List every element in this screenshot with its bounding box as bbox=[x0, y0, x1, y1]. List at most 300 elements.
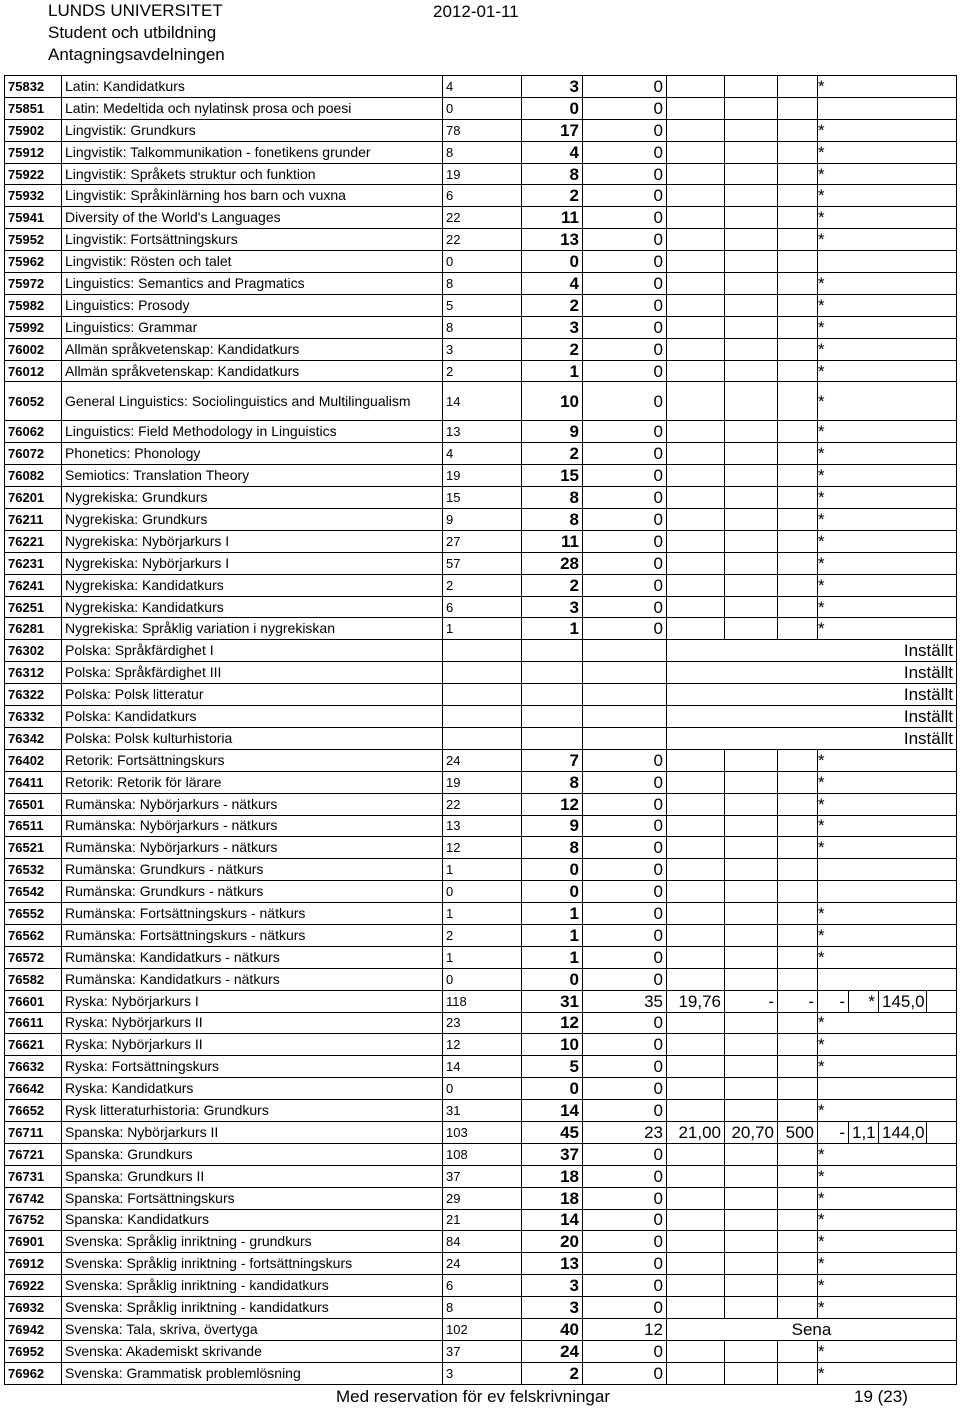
course-code: 76511 bbox=[5, 815, 62, 837]
score-bii bbox=[725, 552, 778, 574]
course-code: 76211 bbox=[5, 509, 62, 531]
admissions-table-body bbox=[5, 76, 957, 1385]
status-mark: * bbox=[818, 76, 957, 98]
score-bi bbox=[667, 1078, 725, 1100]
course-name: Lingvistik: Talkommunikation - fonetikens grunder bbox=[62, 141, 443, 163]
score-bi bbox=[667, 360, 725, 382]
reserve-count: 0 bbox=[583, 76, 667, 98]
score-bii bbox=[725, 163, 778, 185]
score-bii bbox=[725, 76, 778, 98]
score-bii bbox=[725, 1297, 778, 1319]
score-hp bbox=[778, 273, 818, 295]
score-bii bbox=[725, 338, 778, 360]
table-row bbox=[5, 662, 957, 684]
course-name: Spanska: Fortsättningskurs bbox=[62, 1187, 443, 1209]
admitted-count: 18 bbox=[522, 1165, 583, 1187]
table-row bbox=[5, 640, 957, 662]
reserve-count: 0 bbox=[583, 1297, 667, 1319]
applicants-count: 5 bbox=[443, 294, 522, 316]
applicants-count: 2 bbox=[443, 574, 522, 596]
admitted-count: 12 bbox=[522, 1012, 583, 1034]
score-bi bbox=[667, 1253, 725, 1275]
score-bi bbox=[667, 1362, 725, 1384]
table-row bbox=[5, 618, 957, 640]
score-bii bbox=[725, 1056, 778, 1078]
admitted-count: 2 bbox=[522, 185, 583, 207]
table-row bbox=[5, 1165, 957, 1187]
course-name: Lingvistik: Språkinlärning hos barn och vuxna bbox=[62, 185, 443, 207]
table-row bbox=[5, 530, 957, 552]
status-mark bbox=[818, 859, 957, 881]
admitted-count: 9 bbox=[522, 815, 583, 837]
course-name: Polska: Språkfärdighet I bbox=[62, 640, 443, 662]
score-hp bbox=[778, 465, 818, 487]
course-name: Spanska: Kandidatkurs bbox=[62, 1209, 443, 1231]
course-code: 76312 bbox=[5, 662, 62, 684]
admitted-count: 11 bbox=[522, 207, 583, 229]
score-bi bbox=[667, 749, 725, 771]
table-row bbox=[5, 990, 957, 1012]
course-status-note: Sena bbox=[667, 1318, 957, 1340]
score-bi bbox=[667, 119, 725, 141]
score-bii bbox=[725, 229, 778, 251]
applicants-count: 12 bbox=[443, 837, 522, 859]
footer-disclaimer: Med reservation för ev felskrivningar bbox=[336, 1387, 611, 1406]
score-hp bbox=[778, 141, 818, 163]
score-bii bbox=[725, 119, 778, 141]
score-hp bbox=[778, 859, 818, 881]
admitted-count: 3 bbox=[522, 1297, 583, 1319]
status-mark: * bbox=[818, 946, 957, 968]
course-code: 76942 bbox=[5, 1318, 62, 1340]
course-code: 76642 bbox=[5, 1078, 62, 1100]
status-mark: * bbox=[818, 1340, 957, 1362]
course-name: Rumänska: Nybörjarkurs - nätkurs bbox=[62, 815, 443, 837]
status-mark: * bbox=[818, 903, 957, 925]
reserve-count: 0 bbox=[583, 1034, 667, 1056]
score-bii bbox=[725, 1143, 778, 1165]
table-row bbox=[5, 1275, 957, 1297]
score-hp bbox=[778, 229, 818, 251]
course-name: Linguistics: Grammar bbox=[62, 316, 443, 338]
admissions-table bbox=[4, 75, 957, 1385]
score-bii bbox=[725, 487, 778, 509]
course-code: 75851 bbox=[5, 97, 62, 119]
applicants-count: 2 bbox=[443, 360, 522, 382]
course-code: 75982 bbox=[5, 294, 62, 316]
reserve-count: 0 bbox=[583, 815, 667, 837]
applicants-count: 22 bbox=[443, 793, 522, 815]
score-bii bbox=[725, 837, 778, 859]
admitted-count: 0 bbox=[522, 1078, 583, 1100]
status-mark: * bbox=[818, 837, 957, 859]
course-name: Spanska: Grundkurs II bbox=[62, 1165, 443, 1187]
applicants-count: 1 bbox=[443, 903, 522, 925]
score-bi bbox=[667, 596, 725, 618]
status-empty bbox=[927, 990, 957, 1012]
course-code: 76652 bbox=[5, 1100, 62, 1122]
course-code: 76302 bbox=[5, 640, 62, 662]
admitted-count: 0 bbox=[522, 968, 583, 990]
reserve-count: 0 bbox=[583, 465, 667, 487]
table-row bbox=[5, 119, 957, 141]
score-bi bbox=[667, 509, 725, 531]
table-row bbox=[5, 771, 957, 793]
score-bi bbox=[667, 946, 725, 968]
score-hp bbox=[778, 749, 818, 771]
course-name: Rumänska: Fortsättningskurs - nätkurs bbox=[62, 924, 443, 946]
applicants-count: 103 bbox=[443, 1121, 522, 1143]
course-name: Latin: Medeltida och nylatinsk prosa och poesi bbox=[62, 97, 443, 119]
course-code: 76322 bbox=[5, 684, 62, 706]
table-row bbox=[5, 1187, 957, 1209]
score-bii bbox=[725, 859, 778, 881]
course-code: 76342 bbox=[5, 727, 62, 749]
course-status-note: Inställt bbox=[667, 727, 957, 749]
admitted-count: 9 bbox=[522, 421, 583, 443]
course-name: Nygrekiska: Grundkurs bbox=[62, 509, 443, 531]
course-name: Svenska: Grammatisk problemlösning bbox=[62, 1362, 443, 1384]
score-hp bbox=[778, 793, 818, 815]
score-hp bbox=[778, 509, 818, 531]
course-name: Ryska: Nybörjarkurs II bbox=[62, 1012, 443, 1034]
applicants-count: 8 bbox=[443, 273, 522, 295]
course-name: Retorik: Retorik för lärare bbox=[62, 771, 443, 793]
score-hp bbox=[778, 1100, 818, 1122]
course-name: Nygrekiska: Nybörjarkurs I bbox=[62, 530, 443, 552]
course-code: 75992 bbox=[5, 316, 62, 338]
applicants-count: 102 bbox=[443, 1318, 522, 1340]
reserve-count: 0 bbox=[583, 793, 667, 815]
reserve-count: 0 bbox=[583, 596, 667, 618]
course-name: Lingvistik: Fortsättningskurs bbox=[62, 229, 443, 251]
reserve-count: 0 bbox=[583, 1012, 667, 1034]
course-code: 76742 bbox=[5, 1187, 62, 1209]
score-bi bbox=[667, 185, 725, 207]
applicants-count: 27 bbox=[443, 530, 522, 552]
score-hp bbox=[778, 443, 818, 465]
table-row bbox=[5, 1340, 957, 1362]
page-header bbox=[48, 0, 225, 66]
status-mark: * bbox=[818, 1253, 957, 1275]
reserve-count: 0 bbox=[583, 1100, 667, 1122]
course-code: 76901 bbox=[5, 1231, 62, 1253]
table-row bbox=[5, 859, 957, 881]
course-code: 75932 bbox=[5, 185, 62, 207]
course-code: 76501 bbox=[5, 793, 62, 815]
score-bi bbox=[667, 76, 725, 98]
footer-page-number: 19 (23) bbox=[854, 1387, 908, 1406]
score-bii bbox=[725, 815, 778, 837]
status-mark bbox=[818, 1078, 957, 1100]
admitted-count: 17 bbox=[522, 119, 583, 141]
course-code: 76952 bbox=[5, 1340, 62, 1362]
course-name: Rumänska: Nybörjarkurs - nätkurs bbox=[62, 793, 443, 815]
admitted-count: 14 bbox=[522, 1209, 583, 1231]
reserve-count: 0 bbox=[583, 1340, 667, 1362]
score-bii bbox=[725, 443, 778, 465]
applicants-count: 13 bbox=[443, 421, 522, 443]
reserve-count: 0 bbox=[583, 338, 667, 360]
score-bii bbox=[725, 903, 778, 925]
score-bi bbox=[667, 618, 725, 640]
status-mark: * bbox=[818, 1275, 957, 1297]
score-bii bbox=[725, 1209, 778, 1231]
status-mark bbox=[818, 251, 957, 273]
score-bii bbox=[725, 771, 778, 793]
score-hp bbox=[778, 771, 818, 793]
score-bii bbox=[725, 574, 778, 596]
score-bi bbox=[667, 251, 725, 273]
score-hp bbox=[778, 1253, 818, 1275]
admitted-count bbox=[522, 684, 583, 706]
course-name: Retorik: Fortsättningskurs bbox=[62, 749, 443, 771]
applicants-count: 84 bbox=[443, 1231, 522, 1253]
score-hp bbox=[778, 1275, 818, 1297]
applicants-count: 13 bbox=[443, 815, 522, 837]
table-row bbox=[5, 706, 957, 728]
admitted-count bbox=[522, 706, 583, 728]
table-row bbox=[5, 749, 957, 771]
reserve-count: 0 bbox=[583, 618, 667, 640]
admitted-count: 4 bbox=[522, 273, 583, 295]
reserve-count bbox=[583, 684, 667, 706]
table-row bbox=[5, 273, 957, 295]
course-code: 76922 bbox=[5, 1275, 62, 1297]
applicants-count: 6 bbox=[443, 185, 522, 207]
course-status-note: Inställt bbox=[667, 640, 957, 662]
table-row bbox=[5, 596, 957, 618]
course-code: 76411 bbox=[5, 771, 62, 793]
score-bii bbox=[725, 946, 778, 968]
admitted-count: 12 bbox=[522, 793, 583, 815]
applicants-count: 57 bbox=[443, 552, 522, 574]
score-hp bbox=[778, 618, 818, 640]
applicants-count bbox=[443, 684, 522, 706]
score-hp bbox=[778, 881, 818, 903]
applicants-count: 6 bbox=[443, 596, 522, 618]
applicants-count: 37 bbox=[443, 1165, 522, 1187]
course-name: Svenska: Språklig inriktning - kandidatkurs bbox=[62, 1275, 443, 1297]
applicants-count: 3 bbox=[443, 338, 522, 360]
score-hp bbox=[778, 360, 818, 382]
score-bii bbox=[725, 1187, 778, 1209]
applicants-count: 0 bbox=[443, 881, 522, 903]
admitted-count: 1 bbox=[522, 360, 583, 382]
score-bii bbox=[725, 273, 778, 295]
course-code: 76241 bbox=[5, 574, 62, 596]
table-row bbox=[5, 1253, 957, 1275]
table-row bbox=[5, 141, 957, 163]
admitted-count: 40 bbox=[522, 1318, 583, 1340]
reserve-count: 0 bbox=[583, 382, 667, 421]
status-mark: * bbox=[818, 1143, 957, 1165]
course-code: 75962 bbox=[5, 251, 62, 273]
admitted-count: 8 bbox=[522, 509, 583, 531]
course-name: Rumänska: Fortsättningskurs - nätkurs bbox=[62, 903, 443, 925]
score-hp bbox=[778, 1034, 818, 1056]
reserve-count: 0 bbox=[583, 1362, 667, 1384]
reserve-count: 0 bbox=[583, 859, 667, 881]
score-bii bbox=[725, 1012, 778, 1034]
table-row bbox=[5, 924, 957, 946]
score-bi bbox=[667, 1209, 725, 1231]
status-mark: * bbox=[818, 509, 957, 531]
score-bii bbox=[725, 530, 778, 552]
applicants-count bbox=[443, 727, 522, 749]
admitted-count: 45 bbox=[522, 1121, 583, 1143]
admitted-count bbox=[522, 640, 583, 662]
reserve-count: 0 bbox=[583, 924, 667, 946]
admitted-count: 2 bbox=[522, 443, 583, 465]
applicants-count: 8 bbox=[443, 316, 522, 338]
applicants-count: 9 bbox=[443, 509, 522, 531]
score-bii bbox=[725, 1165, 778, 1187]
reserve-count: 0 bbox=[583, 229, 667, 251]
score-bi bbox=[667, 1187, 725, 1209]
admitted-count: 8 bbox=[522, 163, 583, 185]
course-code: 76332 bbox=[5, 706, 62, 728]
reserve-count: 0 bbox=[583, 837, 667, 859]
status-mark bbox=[818, 97, 957, 119]
score-bii bbox=[725, 881, 778, 903]
score-bii bbox=[725, 207, 778, 229]
score-bii bbox=[725, 1340, 778, 1362]
table-row bbox=[5, 837, 957, 859]
admitted-count: 1 bbox=[522, 618, 583, 640]
score-bi bbox=[667, 338, 725, 360]
course-code: 75952 bbox=[5, 229, 62, 251]
status-mark: * bbox=[818, 574, 957, 596]
table-row bbox=[5, 1143, 957, 1165]
course-code: 76562 bbox=[5, 924, 62, 946]
admitted-count: 28 bbox=[522, 552, 583, 574]
course-code: 76402 bbox=[5, 749, 62, 771]
score-bi bbox=[667, 1231, 725, 1253]
applicants-count: 108 bbox=[443, 1143, 522, 1165]
course-status-note: Inställt bbox=[667, 684, 957, 706]
score-bi bbox=[667, 530, 725, 552]
course-name: Nygrekiska: Kandidatkurs bbox=[62, 574, 443, 596]
applicants-count: 2 bbox=[443, 924, 522, 946]
applicants-count: 24 bbox=[443, 749, 522, 771]
reserve-count: 0 bbox=[583, 946, 667, 968]
reserve-count: 0 bbox=[583, 530, 667, 552]
table-row bbox=[5, 185, 957, 207]
applicants-count: 4 bbox=[443, 443, 522, 465]
status-mark bbox=[818, 881, 957, 903]
score-bii: 20,70 bbox=[725, 1121, 778, 1143]
admitted-count: 8 bbox=[522, 771, 583, 793]
course-code: 75832 bbox=[5, 76, 62, 98]
course-name: Lingvistik: Språkets struktur och funktion bbox=[62, 163, 443, 185]
admitted-count: 1 bbox=[522, 946, 583, 968]
reserve-count: 0 bbox=[583, 903, 667, 925]
course-name: Rumänska: Grundkurs - nätkurs bbox=[62, 881, 443, 903]
status-mark: * bbox=[818, 273, 957, 295]
status-mark: * bbox=[818, 1209, 957, 1231]
applicants-count: 19 bbox=[443, 771, 522, 793]
reserve-count: 0 bbox=[583, 1165, 667, 1187]
status-mark bbox=[818, 968, 957, 990]
score-hp bbox=[778, 1056, 818, 1078]
score-hp bbox=[778, 1012, 818, 1034]
table-row bbox=[5, 97, 957, 119]
score-bi bbox=[667, 1297, 725, 1319]
course-name: Rysk litteraturhistoria: Grundkurs bbox=[62, 1100, 443, 1122]
admitted-count: 13 bbox=[522, 1253, 583, 1275]
score-bii bbox=[725, 141, 778, 163]
course-status-note: Inställt bbox=[667, 706, 957, 728]
reserve-count: 0 bbox=[583, 97, 667, 119]
applicants-count: 23 bbox=[443, 1012, 522, 1034]
admitted-count: 0 bbox=[522, 859, 583, 881]
admitted-count: 8 bbox=[522, 837, 583, 859]
reserve-count bbox=[583, 662, 667, 684]
course-code: 76582 bbox=[5, 968, 62, 990]
course-name: Allmän språkvetenskap: Kandidatkurs bbox=[62, 338, 443, 360]
course-code: 76012 bbox=[5, 360, 62, 382]
table-row bbox=[5, 487, 957, 509]
score-bi bbox=[667, 793, 725, 815]
score-bii bbox=[725, 1100, 778, 1122]
score-bi bbox=[667, 294, 725, 316]
score-hp bbox=[778, 596, 818, 618]
applicants-count: 0 bbox=[443, 251, 522, 273]
score-hp bbox=[778, 316, 818, 338]
course-code: 76611 bbox=[5, 1012, 62, 1034]
reserve-count: 0 bbox=[583, 316, 667, 338]
score-bi bbox=[667, 1143, 725, 1165]
status-empty bbox=[927, 1121, 957, 1143]
score-bi bbox=[667, 1100, 725, 1122]
admitted-count: 2 bbox=[522, 574, 583, 596]
reserve-count: 0 bbox=[583, 1275, 667, 1297]
table-row bbox=[5, 1209, 957, 1231]
table-row bbox=[5, 338, 957, 360]
table-row bbox=[5, 1297, 957, 1319]
applicants-count: 31 bbox=[443, 1100, 522, 1122]
admitted-count: 3 bbox=[522, 1275, 583, 1297]
score-bii bbox=[725, 1362, 778, 1384]
course-name: Ryska: Kandidatkurs bbox=[62, 1078, 443, 1100]
status-mark: * bbox=[818, 1231, 957, 1253]
score-bi bbox=[667, 924, 725, 946]
table-row bbox=[5, 815, 957, 837]
score-bii bbox=[725, 509, 778, 531]
admitted-count: 8 bbox=[522, 487, 583, 509]
score-hp bbox=[778, 924, 818, 946]
table-row bbox=[5, 421, 957, 443]
course-name: Lingvistik: Rösten och talet bbox=[62, 251, 443, 273]
admitted-count: 2 bbox=[522, 294, 583, 316]
status-mark: * bbox=[818, 793, 957, 815]
status-mark: * bbox=[818, 487, 957, 509]
score-bi bbox=[667, 552, 725, 574]
reserve-count: 0 bbox=[583, 509, 667, 531]
applicants-count: 0 bbox=[443, 97, 522, 119]
course-name: Svenska: Akademiskt skrivande bbox=[62, 1340, 443, 1362]
status-mark: * bbox=[818, 1100, 957, 1122]
status-mark: * bbox=[818, 1362, 957, 1384]
course-code: 76542 bbox=[5, 881, 62, 903]
table-row bbox=[5, 946, 957, 968]
admitted-count: 15 bbox=[522, 465, 583, 487]
admitted-count: 4 bbox=[522, 141, 583, 163]
score-a: 1,1 bbox=[849, 1121, 879, 1143]
score-bi: 21,00 bbox=[667, 1121, 725, 1143]
status-mark: * bbox=[818, 185, 957, 207]
